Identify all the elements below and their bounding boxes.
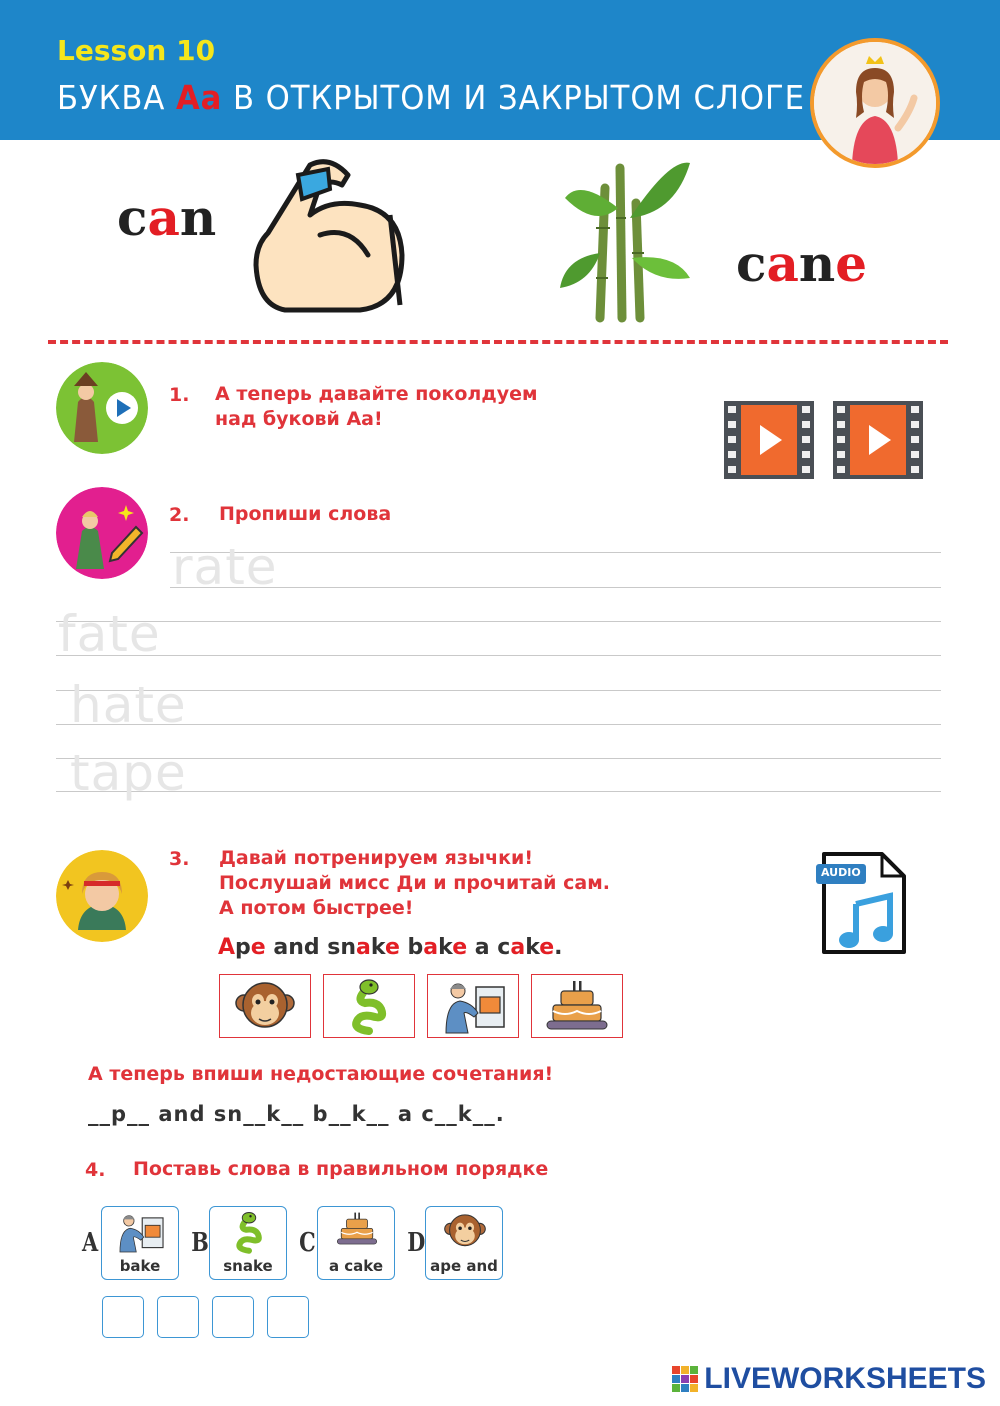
phrase-segment: e <box>250 935 266 960</box>
card-label: ape and <box>430 1257 498 1275</box>
task3-line3: А потом быстрее! <box>219 897 414 919</box>
phrase-segment: e <box>384 935 400 960</box>
ruled-line <box>56 791 941 792</box>
task3-instruction <box>219 846 610 921</box>
answer-box-3[interactable] <box>212 1296 254 1338</box>
ruled-line <box>170 552 941 553</box>
phrase-segment: . <box>554 935 563 960</box>
cake-icon <box>336 1209 378 1249</box>
card-letter-c: C <box>299 1228 316 1258</box>
picture-cake <box>531 974 623 1038</box>
card-letter-b: B <box>191 1228 209 1258</box>
card-letter-d: D <box>407 1228 426 1258</box>
ruled-line <box>56 724 941 725</box>
lws-grid-icon <box>672 1366 698 1392</box>
task1-line1: А теперь давайте поколдуем <box>215 383 538 405</box>
task1-line2: над буковй Аа! <box>215 408 383 430</box>
miss-dee-icon <box>56 850 148 942</box>
ruled-line <box>56 690 941 691</box>
word-can-a: a <box>147 188 180 247</box>
trace-word: tape <box>70 744 187 802</box>
task2-instruction: Пропиши слова <box>219 503 392 525</box>
title-part-2: В ОТКРЫТОМ И ЗАКРЫТОМ СЛОГЕ <box>222 78 805 117</box>
logo-text: LIVEWORKSHEETS <box>704 1362 986 1395</box>
phrase-segment: a <box>356 935 371 960</box>
phrase-segment: a <box>423 935 439 960</box>
page-title <box>57 78 805 117</box>
task1-number: 1. <box>169 384 190 406</box>
word-can-c: c <box>117 188 148 247</box>
fill-instruction: А теперь впиши недостающие сочетания! <box>88 1063 554 1085</box>
card-letter-a: A <box>82 1228 99 1258</box>
wizard-video-icon[interactable] <box>56 362 148 454</box>
monkey-icon <box>444 1210 486 1252</box>
word-can-n: n <box>179 188 217 247</box>
section-divider <box>48 340 948 344</box>
baker-oven-icon <box>114 1209 166 1255</box>
phrase-segment: e <box>452 935 468 960</box>
word-cane-c: c <box>736 234 767 293</box>
phrase-segment: p <box>235 935 251 960</box>
ruled-line <box>56 655 941 656</box>
teacher-avatar <box>810 38 940 168</box>
title-letter: Aa <box>175 78 223 117</box>
card-ape-and[interactable] <box>425 1206 503 1280</box>
snake-icon <box>234 1209 264 1255</box>
card-label: snake <box>223 1257 273 1275</box>
phrase-segment: k <box>438 935 453 960</box>
task1-instruction <box>215 382 538 432</box>
cake-icon <box>545 977 609 1035</box>
task3-line1: Давай потренируем язычки! <box>219 847 533 869</box>
word-cane-a: a <box>766 234 799 293</box>
bamboo-image <box>560 158 695 327</box>
task2-number: 2. <box>169 504 190 526</box>
card-snake[interactable] <box>209 1206 287 1280</box>
task4-instruction: Поставь слова в правильном порядке <box>133 1158 549 1180</box>
card-label: bake <box>119 1257 161 1275</box>
ruled-line <box>56 758 941 759</box>
task3-line2: Послушай мисс Ди и прочитай сам. <box>219 872 610 894</box>
phrase-segment: A <box>218 935 236 960</box>
monkey-icon <box>235 977 295 1035</box>
picture-baker <box>427 974 519 1038</box>
flexed-arm-image <box>250 155 410 319</box>
title-part-1: БУКВА <box>57 78 176 117</box>
trace-word: rate <box>172 538 278 596</box>
lesson-number: Lesson 10 <box>57 34 216 67</box>
phrase-segment: e <box>539 935 555 960</box>
ruled-line <box>170 587 941 588</box>
trace-word: fate <box>58 605 161 663</box>
liveworksheets-logo <box>672 1362 986 1396</box>
fairy-pencil-icon <box>56 487 148 579</box>
card-label: a cake <box>328 1257 384 1275</box>
card-bake[interactable] <box>101 1206 179 1280</box>
answer-box-2[interactable] <box>157 1296 199 1338</box>
task4-number: 4. <box>85 1159 106 1181</box>
video-button-2[interactable] <box>833 401 923 483</box>
fill-in-sentence[interactable]: __p__ and sn__k__ b__k__ a c__k__. <box>88 1102 505 1126</box>
word-cane-n: n <box>798 234 836 293</box>
phrase-segment: b <box>399 935 424 960</box>
word-can <box>117 188 216 247</box>
phrase-segment: and sn <box>265 935 357 960</box>
video-button-1[interactable] <box>724 401 814 483</box>
picture-monkey <box>219 974 311 1038</box>
audio-label: AUDIO <box>821 866 861 879</box>
answer-box-1[interactable] <box>102 1296 144 1338</box>
picture-snake <box>323 974 415 1038</box>
card-a-cake[interactable] <box>317 1206 395 1280</box>
trace-word: hate <box>70 676 187 734</box>
snake-icon <box>349 977 389 1035</box>
baker-oven-icon <box>438 977 508 1035</box>
ruled-line <box>56 621 941 622</box>
word-cane-e: e <box>835 234 868 293</box>
phrase-segment: k <box>525 935 540 960</box>
phrase-segment: k <box>370 935 385 960</box>
tongue-twister <box>218 935 563 960</box>
phrase-segment: a c <box>467 935 511 960</box>
answer-box-4[interactable] <box>267 1296 309 1338</box>
word-cane <box>736 234 867 293</box>
task3-number: 3. <box>169 848 190 870</box>
phrase-segment: a <box>510 935 526 960</box>
